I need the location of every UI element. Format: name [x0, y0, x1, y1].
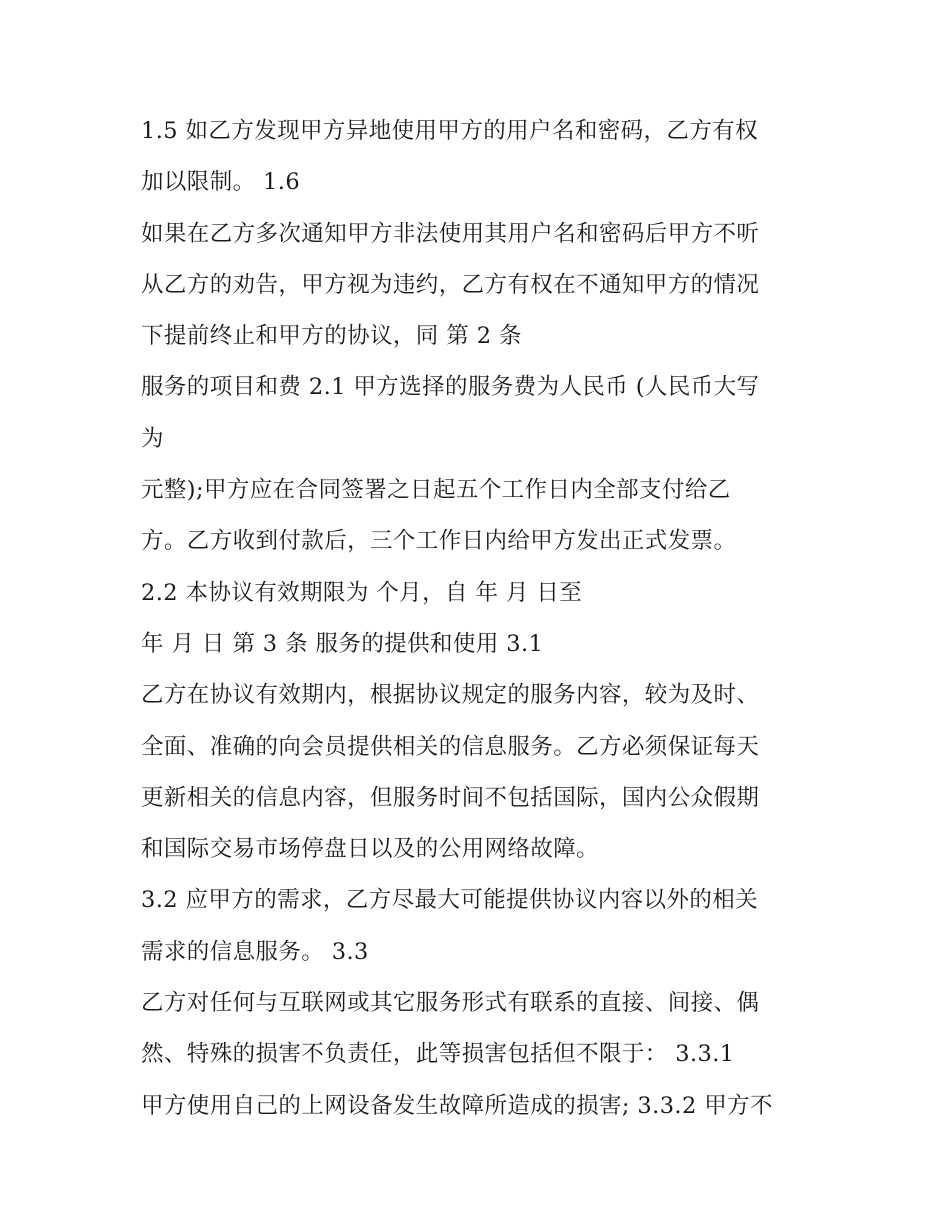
text-line: 如果在乙方多次通知甲方非法使用其用户名和密码后甲方不听 [141, 220, 760, 247]
text-line: 乙方在协议有效期内，根据协议规定的服务内容，较为及时、 [141, 682, 760, 709]
text-line: 全面、准确的向会员提供相关的信息服务。乙方必须保证每天 [141, 733, 760, 760]
text-line: 年 月 日 第 3 条 服务的提供和使用 3.1 [141, 630, 544, 657]
text-line: 为 [141, 425, 164, 452]
document-body [141, 106, 831, 1132]
text-line: 服务的项目和费 2.1 甲方选择的服务费为人民币 (人民币大写 [141, 374, 760, 401]
text-line: 从乙方的劝告，甲方视为违约，乙方有权在不通知甲方的情况 [141, 271, 760, 298]
text-line: 甲方使用自己的上网设备发生故障所造成的损害; 3.3.2 甲方不 [141, 1092, 773, 1119]
text-line: 加以限制。 1.6 [141, 169, 301, 196]
text-line: 和国际交易市场停盘日以及的公用网络故障。 [141, 836, 600, 863]
text-line: 方。乙方收到付款后，三个工作日内给甲方发出正式发票。 [141, 528, 737, 555]
text-line: 更新相关的信息内容，但服务时间不包括国际，国内公众假期 [141, 784, 760, 811]
text-line: 需求的信息服务。 3.3 [141, 938, 369, 965]
text-line: 3.2 应甲方的需求，乙方尽最大可能提供协议内容以外的相关 [141, 887, 759, 914]
text-line: 下提前终止和甲方的协议，同 第 2 条 [141, 323, 522, 350]
text-line: 2.2 本协议有效期限为 个月，自 年 月 日至 [141, 579, 583, 606]
text-line: 乙方对任何与互联网或其它服务形式有联系的直接、间接、偶 [141, 990, 760, 1017]
text-line: 元整);甲方应在合同签署之日起五个工作日内全部支付给乙 [141, 477, 731, 504]
text-line: 1.5 如乙方发现甲方异地使用甲方的用户名和密码，乙方有权 [141, 118, 759, 144]
text-line: 然、特殊的损害不负责任，此等损害包括但不限于： 3.3.1 [141, 1041, 735, 1068]
